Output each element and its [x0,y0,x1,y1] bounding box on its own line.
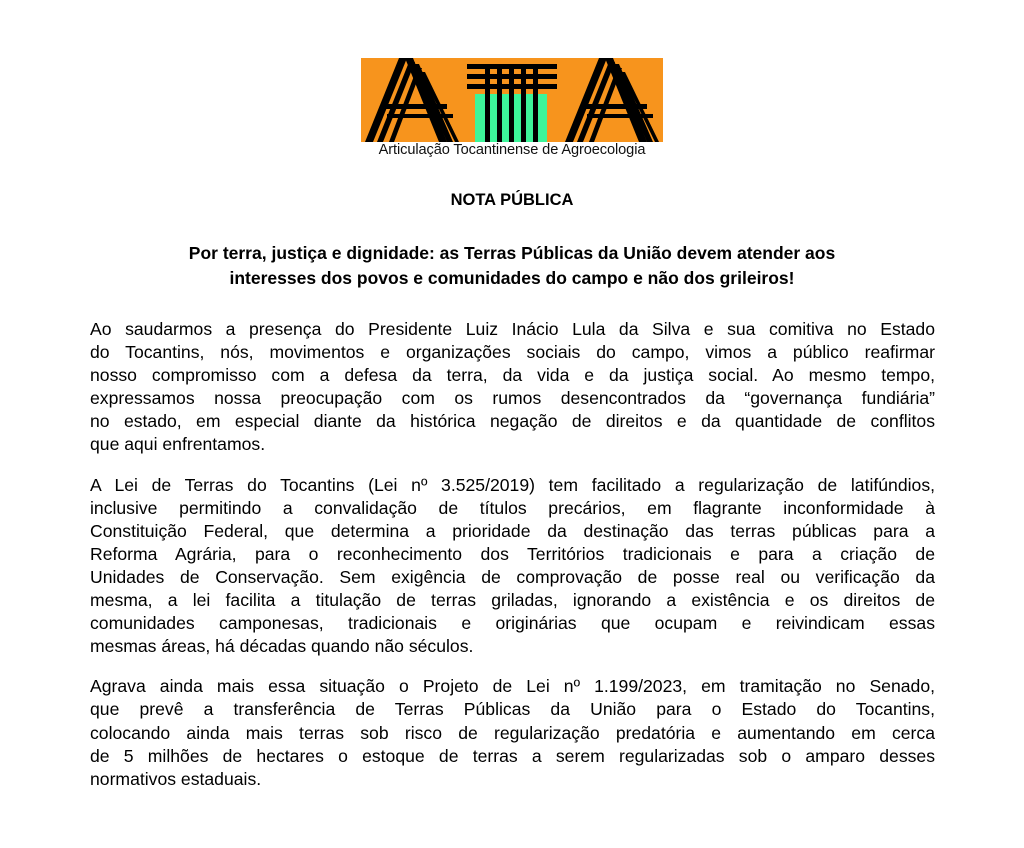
document-title: NOTA PÚBLICA [450,191,574,209]
document-subtitle [110,241,914,291]
paragraph-line: inclusive permitindo a convalidação de títulos precários, em flagrante inconformidade à [90,497,935,518]
paragraph-line: no estado, em especial diante da histórica negação de direitos e da quantidade de conflitos [90,411,935,432]
subtitle-line: Por terra, justiça e dignidade: as Terras Públicas da União devem atender aos [188,243,836,263]
paragraph-line: que prevê a transferência de Terras Públicas da União para o Estado do Tocantins, [90,699,935,720]
paragraph-line: de 5 milhões de hectares o estoque de terras a serem regularizadas sob o amparo desses [90,745,935,766]
ata-logo [361,58,663,168]
paragraph-3 [90,675,935,790]
ata-logo-graphic [361,58,663,142]
paragraph-2 [90,474,935,659]
paragraph-line: mesma, a lei facilita a titulação de terras griladas, ignorando a existência e os direitos de [90,590,935,611]
paragraph-line: Constituição Federal, que determina a prioridade da destinação das terras públicas para a [90,520,935,541]
document-body [90,318,935,808]
paragraph-line: nosso compromisso com a defesa da terra, da vida e da justiça social. Ao mesmo tempo, [90,365,935,386]
paragraph-line: A Lei de Terras do Tocantins (Lei nº 3.525/2019) tem facilitado a regularização de latifúndios, [90,474,935,495]
paragraph-line: Ao saudarmos a presença do Presidente Luiz Inácio Lula da Silva e sua comitiva no Estado [90,319,935,339]
paragraph-line: Agrava ainda mais essa situação o Projeto de Lei nº 1.199/2023, em tramitação no Senado, [90,676,935,697]
logo-caption: Articulação Tocantinense de Agroecologia [378,142,646,158]
paragraph-line: colocando ainda mais terras sob risco de regularização predatória e aumentando em cerca [90,722,935,743]
subtitle-line: interesses dos povos e comunidades do campo e não dos grileiros! [229,268,795,288]
paragraph-1 [90,318,935,457]
paragraph-line: Unidades de Conservação. Sem exigência de comprovação de posse real ou verificação da [90,566,935,587]
paragraph-line: do Tocantins, nós, movimentos e organizações sociais do campo, vimos a público reafirmar [90,342,935,363]
paragraph-line: expressamos nossa preocupação com os rumos desencontrados da “governança fundiária” [90,388,935,409]
paragraph-line: normativos estaduais. [90,768,262,789]
paragraph-line: que aqui enfrentamos. [90,434,266,455]
paragraph-line: comunidades camponesas, tradicionais e originárias que ocupam e reivindicam essas [90,613,935,634]
paragraph-line: Reforma Agrária, para o reconhecimento dos Territórios tradicionais e para a criação de [90,543,935,564]
paragraph-line: mesmas áreas, há décadas quando não séculos. [90,636,474,657]
